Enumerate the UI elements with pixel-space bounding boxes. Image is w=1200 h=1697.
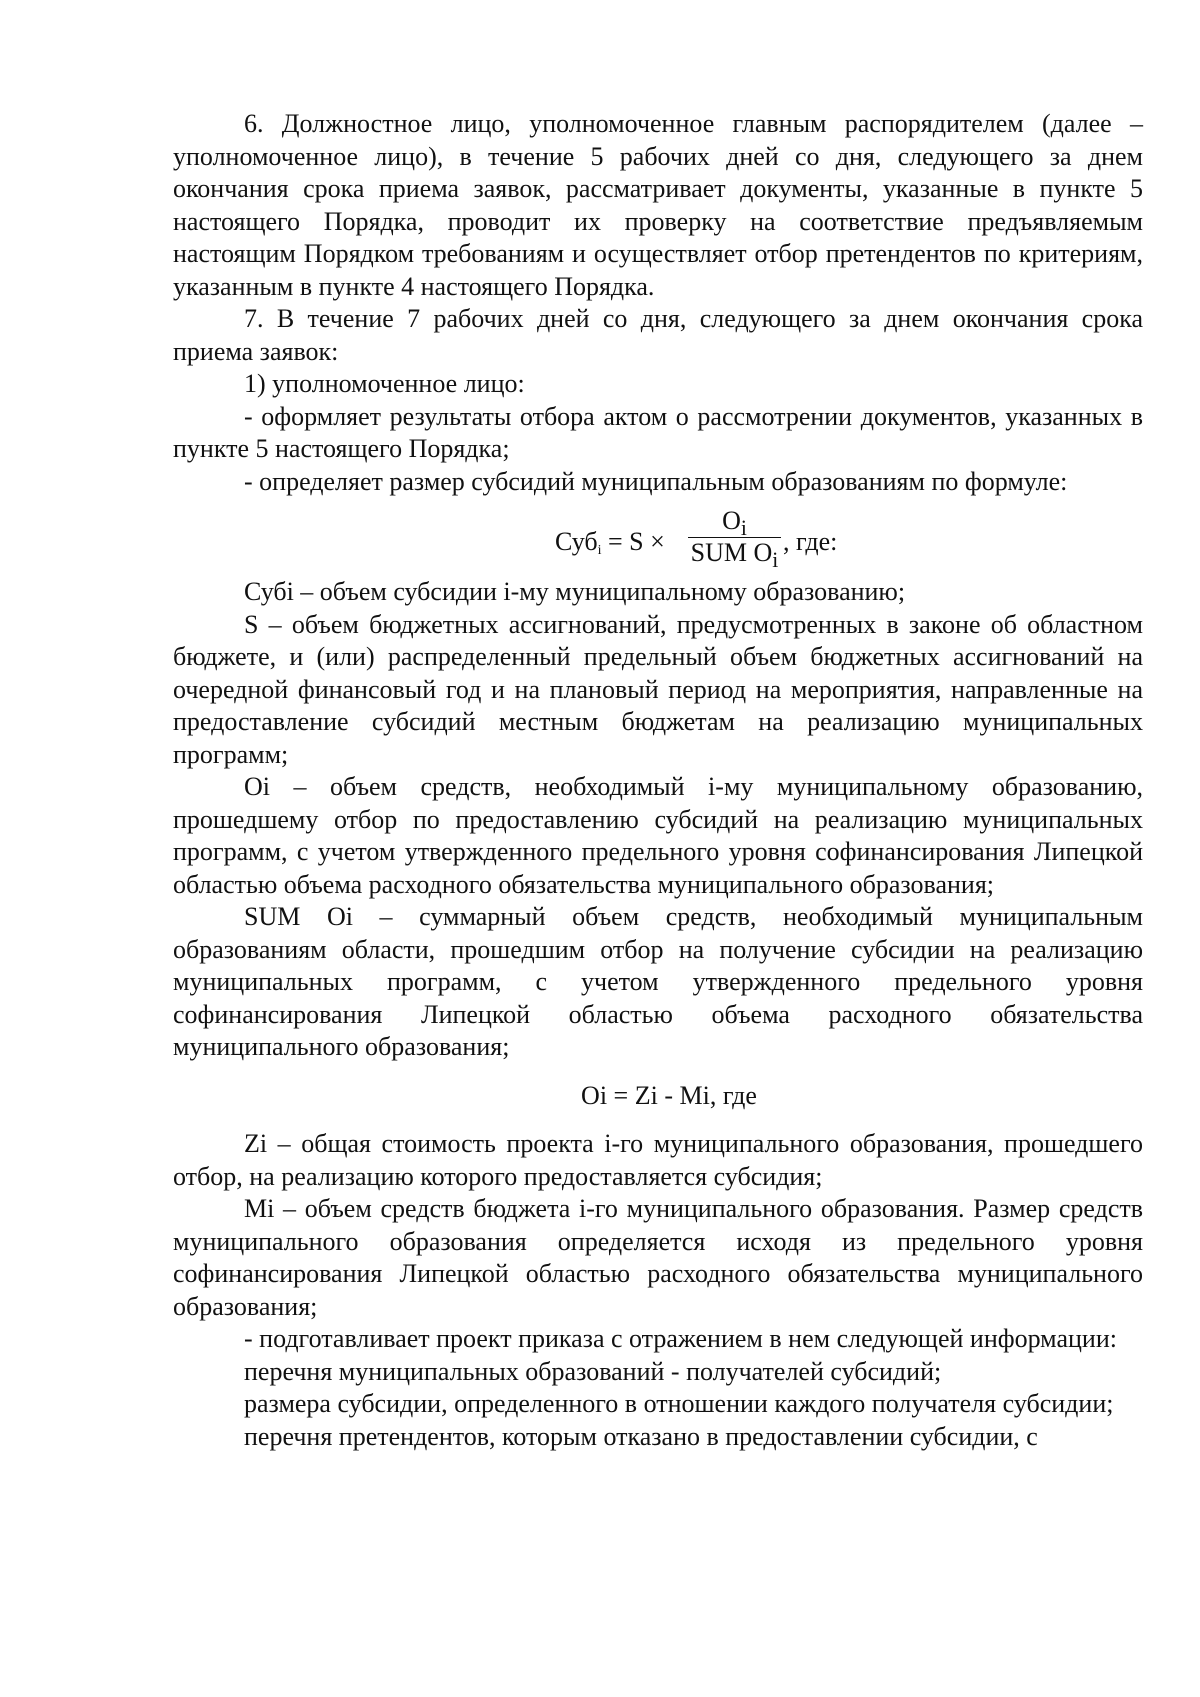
paragraph-6: 6. Должностное лицо, уполномоченное главным распорядителем (далее – уполномоченное лицо), в течение 5 рабочих дней со дня, следующего за днем окончания срока приема заявок, рассматривает документы, указанные в пункте 5 настоящего Порядка, проводит их проверку на соответствие предъявляемым настоящим Порядком требованиям и осуществляет отбор претендентов по критериям, указанным в пункте 4 настоящего Порядка. xyxy=(173,109,1143,301)
definition-oi: Oi – объем средств, необходимый i-му муниципальному образованию, прошедшему отбор по предоставлению субсидий на реализацию муниципальных программ, с учетом утвержденного предельного уровня софинансирования Липецкой областью объема расходного обязательства муниципального образования; xyxy=(173,772,1143,899)
paragraph-7-1-a: - оформляет результаты отбора актом о рассмотрении документов, указанных в пункте 5 настоящего Порядка; xyxy=(173,401,1143,463)
paragraph-7-1: 1) уполномоченное лицо: xyxy=(244,369,525,398)
subsidy-formula xyxy=(173,498,1143,576)
fraction-numerator: $O_i$ xyxy=(722,506,747,541)
definition-zi: Zi – общая стоимость проекта i-го муниципального образования, прошедшего отбор, на реализацию которого предоставляется субсидия; xyxy=(173,1129,1143,1191)
list-item-refused: перечня претендентов, которым отказано в предоставлении субсидии, с xyxy=(244,1421,1038,1451)
definition-sub: Субi – объем субсидии i-му муниципальному образованию; xyxy=(244,577,906,606)
list-item-recipients: перечня муниципальных образований - получателей субсидий; xyxy=(244,1356,942,1386)
formula-fraction xyxy=(688,506,781,573)
list-item-amount: размера субсидии, определенного в отношении каждого получателя субсидии; xyxy=(244,1389,1114,1418)
formula-tail: , где: xyxy=(783,527,838,556)
paragraph-7: 7. В течение 7 рабочих дней со дня, следующего за днем окончания срока приема заявок: xyxy=(173,304,1143,366)
definition-s: S – объем бюджетных ассигнований, предусмотренных в законе об областном бюджете, и (или) распределенный предельный объем бюджетных ассигнований на очередной финансовый год и на плановый период на мероприятия, направленные на предоставление субсидий местным бюджетам на реализацию муниципальных программ; xyxy=(173,609,1143,769)
paragraph-7-1-b: - определяет размер субсидий муниципальным образованиям по формуле: xyxy=(244,466,1068,496)
document-page xyxy=(173,108,1143,1453)
fraction-denominator: SUM $O_i$ xyxy=(690,538,779,573)
paragraph-prepare-order: - подготавливает проект приказа с отражением в нем следующей информации: xyxy=(244,1324,1117,1353)
oi-formula: Oi = Zi - Mi, где xyxy=(581,1080,757,1110)
definition-sum-oi: SUM Oi – суммарный объем средств, необходимый муниципальным образованиям области, прошедшим отбор на получение субсидии на реализацию муниципальных программ, с учетом утвержденного предельного уровня софинансирования Липецкой областью объема расходного обязательства муниципального образования; xyxy=(173,902,1143,1061)
formula-lhs: Суб$_i$ = S × xyxy=(555,527,665,558)
definition-mi: Mi – объем средств бюджета i-го муниципального образования. Размер средств муниципального образования определяется исходя из предельного уровня софинансирования Липецкой областью расходного обязательства муниципального образования; xyxy=(173,1194,1143,1321)
